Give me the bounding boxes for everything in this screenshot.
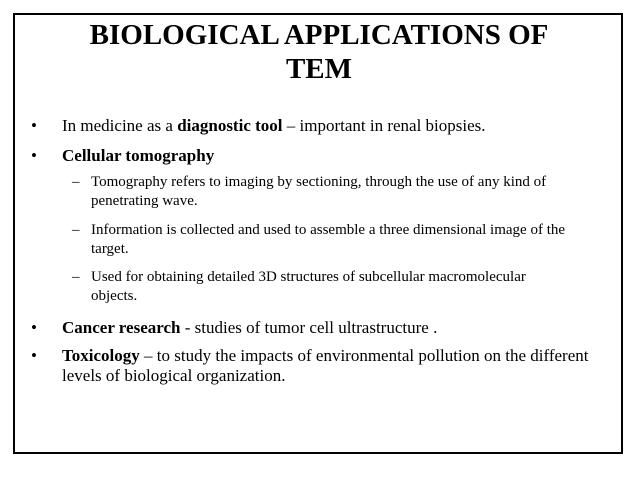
bullet-toxicology-post: – to study the impacts of environmental pollution on the different levels of biological organization. (62, 346, 589, 385)
bullet-marker: • (31, 146, 37, 165)
sub-bullet-marker: – (72, 269, 80, 285)
slide-title (0, 18, 638, 86)
bullet-marker: • (31, 346, 37, 365)
bullet-diagnostic (62, 116, 607, 136)
bullet-marker: • (31, 318, 37, 337)
bullet-diagnostic-pre: In medicine as a (62, 116, 178, 135)
bullet-tomography-bold: Cellular tomography (62, 146, 215, 165)
slide-title-line1: BIOLOGICAL APPLICATIONS OF (89, 19, 549, 51)
bullet-toxicology-bold: Toxicology (62, 346, 140, 365)
bullet-diagnostic-bold: diagnostic tool (177, 116, 283, 135)
bullet-tomography (62, 146, 607, 166)
sub-bullet-marker: – (72, 222, 80, 238)
bullet-cancer-research (62, 318, 607, 338)
slide-title-line2: TEM (285, 53, 353, 85)
bullet-cancer-bold: Cancer research (62, 318, 181, 337)
sub-bullet-marker: – (72, 174, 80, 190)
sub-bullet-3d-structures: Used for obtaining detailed 3D structures of subcellular macromolecular objects. (91, 269, 526, 304)
bullet-diagnostic-post: – important in renal biopsies. (282, 116, 486, 135)
sub-bullet-tomography-definition: Tomography refers to imaging by sectioning, through the use of any kind of penetrating wave. (91, 174, 547, 209)
bullet-cancer-post: - studies of tumor cell ultrastructure . (180, 318, 438, 337)
sub-bullet-information: Information is collected and used to assemble a three dimensional image of the target. (91, 222, 566, 257)
bullet-marker: • (31, 116, 37, 135)
bullet-toxicology (62, 346, 607, 386)
